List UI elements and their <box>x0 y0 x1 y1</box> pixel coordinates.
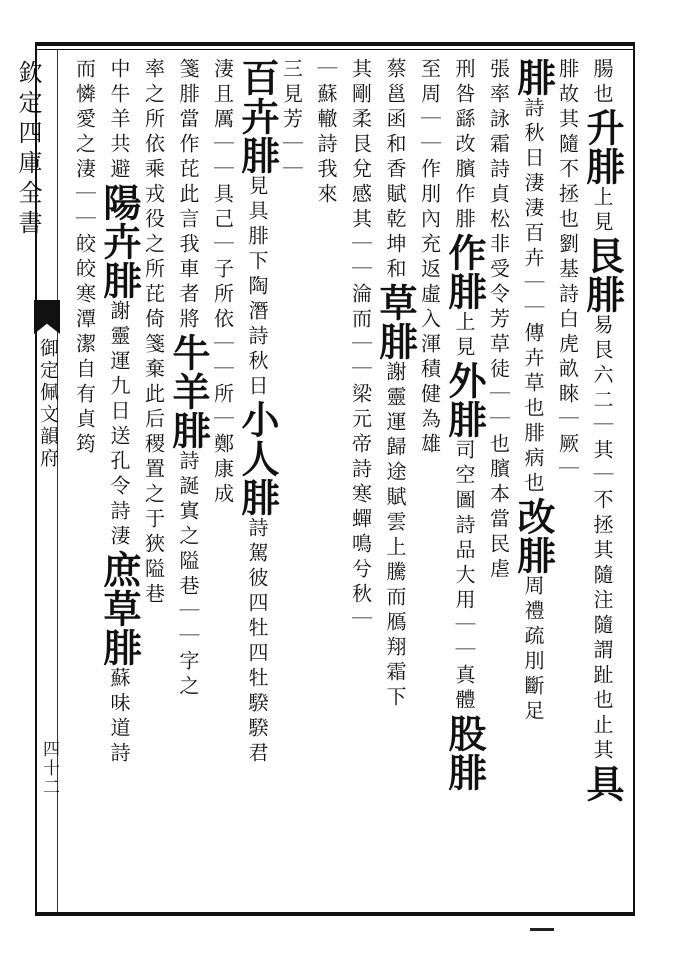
headword: 股 <box>442 714 487 753</box>
headword: 腓 <box>166 411 211 450</box>
annotation-text: 刑咎繇改臏作腓 <box>452 58 476 233</box>
annotation-text: 至周｜｜作刖 <box>417 58 442 208</box>
annotation-text: 淒｜｜皎皎寒潭潔 <box>72 158 97 358</box>
page-number: 四十二 <box>39 740 59 797</box>
headword: 腓 <box>97 628 142 667</box>
annotation-text: 子所依｜｜所｜鄭康成 <box>210 258 235 508</box>
headword: 作 <box>442 233 487 272</box>
headword: 卉 <box>235 97 280 136</box>
headword: 草 <box>373 283 418 322</box>
annotation-text: 而憐愛之 <box>72 58 97 158</box>
annotation-text: 率之所依乘戎役之所芘倚 <box>141 58 166 333</box>
text-column <box>65 58 105 908</box>
text-column <box>548 58 588 908</box>
headword: 陽 <box>97 183 142 222</box>
text-column <box>203 58 243 908</box>
top-border-inner <box>35 49 635 50</box>
headword: 腓 <box>235 478 280 517</box>
text-column <box>373 58 418 908</box>
annotation-text: 詩秋日淒淒百卉｜｜傳卉草也腓病也 <box>521 97 545 497</box>
headword: 具 <box>580 764 625 803</box>
annotation-text: 司空圖詩品大用｜｜真體 <box>452 439 476 714</box>
annotation-text: 周禮疏刖斷足 <box>521 575 545 725</box>
text-column <box>442 58 487 908</box>
annotation-text: 蘇味道詩 <box>107 667 131 767</box>
headword: 外 <box>442 361 487 400</box>
annotation-text: 見具腓下陶潛詩秋日 <box>245 175 269 400</box>
annotation-text: 內充返虛入渾積健為雄 <box>417 208 442 458</box>
text-column <box>410 58 450 908</box>
annotation-text: 自有貞筠 <box>72 358 97 458</box>
annotation-text: 腸也 <box>590 58 614 108</box>
text-column <box>97 58 142 908</box>
headword: 腓 <box>235 136 280 175</box>
headword: 腓 <box>442 753 487 792</box>
text-column <box>166 58 211 908</box>
margin-subtitle: 御定佩文韻府 <box>37 338 59 470</box>
bottom-border <box>35 912 635 916</box>
annotation-text: 三見芳｜｜ <box>279 58 304 183</box>
annotation-text: 腓故其隨不拯也劉基詩白虎畝睞｜厥｜ <box>555 58 580 483</box>
annotation-text: 淪而｜｜梁元帝詩寒蟬鳴兮秋｜ <box>348 283 373 633</box>
headword: 改 <box>511 497 556 536</box>
headword: 卉 <box>97 222 142 261</box>
headword: 腓 <box>373 322 418 361</box>
headword: 小 <box>235 400 280 439</box>
headword: 升 <box>580 108 625 147</box>
headword: 百 <box>235 58 280 97</box>
annotation-text: 詩駕彼四牡四牡騤騤君 <box>245 517 269 767</box>
annotation-text: 上見 <box>590 186 614 236</box>
annotation-text: 謝靈運九日送孔令詩淒 <box>107 300 131 550</box>
annotation-text: 上見 <box>452 311 476 361</box>
text-column <box>511 58 556 908</box>
annotation-text: 中牛羊共避 <box>107 58 131 183</box>
headword: 腓 <box>580 147 625 186</box>
headword: 腓 <box>511 58 556 97</box>
headword: 人 <box>235 439 280 478</box>
headword: 腓 <box>442 400 487 439</box>
headword: 草 <box>97 589 142 628</box>
text-column <box>306 58 346 908</box>
top-border <box>35 42 635 46</box>
headword: 牛 <box>166 333 211 372</box>
annotation-text: 蔡邕函和香賦乾坤和 <box>383 58 407 283</box>
headword: 腓 <box>442 272 487 311</box>
text-column <box>235 58 280 908</box>
annotation-text: 箋腓當作芘此言我車者將 <box>176 58 200 333</box>
annotation-text: 謝靈運歸途賦雲上騰而鴈翔霜下 <box>383 361 407 711</box>
annotation-text: 張率詠霜詩貞松非受令芳草徒｜｜ <box>486 58 511 433</box>
headword: 腓 <box>511 536 556 575</box>
bottom-mark <box>530 928 554 931</box>
annotation-text: ｜蘇轍詩我來 <box>314 58 338 208</box>
headword: 腓 <box>97 261 142 300</box>
annotation-text: 詩誕寘之隘巷｜｜字之 <box>176 450 200 700</box>
headword: 庶 <box>97 550 142 589</box>
annotation-text: 易艮六二｜其｜不拯其隨注隨謂趾也止其 <box>590 314 614 764</box>
headword: 艮 <box>580 236 625 275</box>
annotation-text: 也臏本當民虐 <box>486 433 511 583</box>
headword: 羊 <box>166 372 211 411</box>
annotation-text: 其剛柔艮兌感其｜｜ <box>348 58 373 283</box>
text-column <box>580 58 625 908</box>
headword: 腓 <box>580 275 625 314</box>
text-column <box>341 58 381 908</box>
right-border <box>633 42 635 916</box>
margin-title: 欽定四庫全書 <box>14 60 42 240</box>
annotation-text: 淒且厲｜｜具己｜ <box>210 58 235 258</box>
annotation-text: 箋棄此后稷置之于狹隘巷 <box>141 333 166 608</box>
fishtail-ornament <box>34 300 60 334</box>
